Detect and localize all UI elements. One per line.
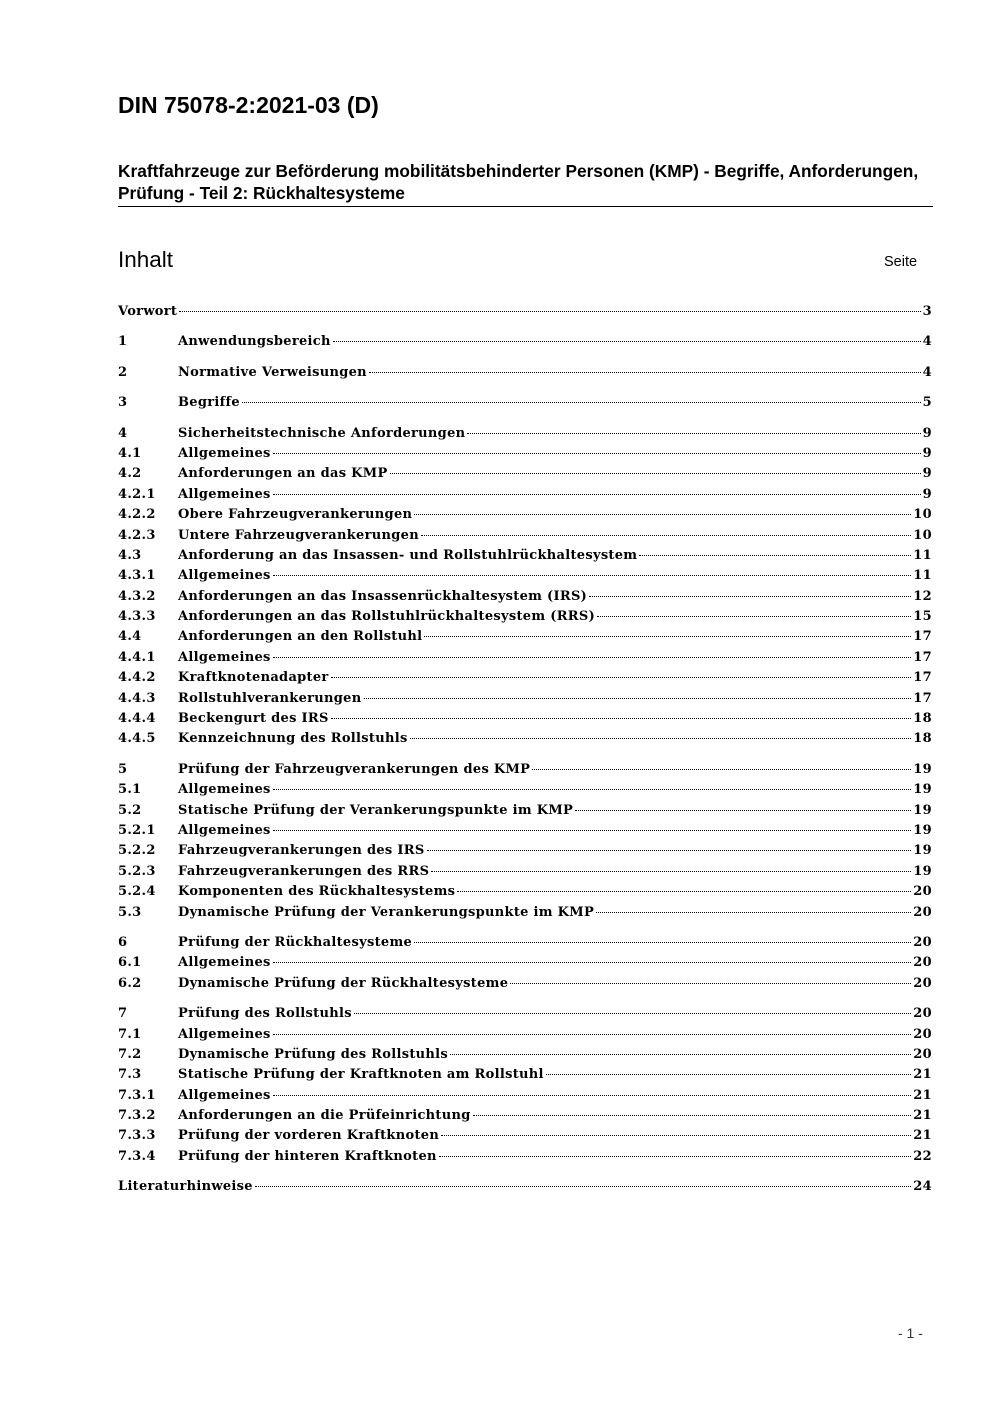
toc-dot-leader (273, 1034, 912, 1035)
document-code: DIN 75078-2:2021-03 (D) (118, 92, 379, 118)
toc-entry-title: Prüfung der Rückhaltesysteme (178, 934, 413, 950)
toc-entry-page: 18 (913, 711, 932, 727)
toc-entry-number: 4.2.1 (118, 486, 156, 502)
toc-entry-page: 19 (913, 822, 932, 838)
toc-entry[interactable] (118, 485, 932, 505)
toc-entry-number: 5.2.1 (118, 822, 156, 838)
toc-dot-leader (589, 596, 911, 597)
toc-entry-page: 11 (913, 568, 932, 584)
toc-entry-title: Allgemeines (178, 1087, 271, 1103)
toc-dot-leader (457, 891, 911, 892)
toc-entry-page: 19 (913, 761, 932, 777)
toc-entry-title: Allgemeines (178, 649, 271, 665)
toc-entry-title: Allgemeines (178, 822, 271, 838)
toc-entry-title: Statische Prüfung der Verankerungspunkte im KMP (178, 802, 574, 818)
toc-entry[interactable] (118, 821, 932, 841)
toc-entry-number: 7.2 (118, 1046, 142, 1062)
toc-dot-leader (546, 1074, 912, 1075)
toc-dot-leader (390, 473, 921, 474)
toc-entry[interactable] (118, 668, 932, 688)
toc-dot-leader (431, 871, 911, 872)
toc-entry[interactable] (118, 903, 932, 923)
toc-entry-title: Normative Verweisungen (178, 364, 367, 380)
toc-entry-title: Komponenten des Rückhaltesystems (178, 884, 456, 900)
toc-entry-page: 21 (913, 1067, 932, 1083)
toc-entry-page: 19 (913, 802, 932, 818)
toc-entry-title: Prüfung der Fahrzeugverankerungen des KMP (178, 761, 531, 777)
toc-dot-leader (450, 1054, 911, 1055)
toc-entry-title: Fahrzeugverankerungen des RRS (178, 863, 430, 879)
toc-entry[interactable] (118, 648, 932, 668)
toc-entry-page: 4 (922, 334, 932, 350)
toc-entry-title: Allgemeines (178, 568, 271, 584)
toc-entry[interactable] (118, 587, 932, 607)
toc-entry[interactable] (118, 1106, 932, 1126)
toc-entry-title: Anforderungen an das Insassenrückhaltesystem (IRS) (178, 588, 588, 604)
toc-entry-number: 6 (118, 934, 128, 950)
toc-entry[interactable] (118, 760, 932, 780)
toc-entry-number: 3 (118, 395, 128, 411)
document-title: Kraftfahrzeuge zur Beförderung mobilitätsbehinderter Personen (KMP) - Begriffe, Anforderungen, Prüfung - Teil 2: Rückhaltesysteme (118, 160, 933, 207)
toc-entry-page: 21 (913, 1087, 932, 1103)
toc-entry-title: Prüfung der vorderen Kraftknoten (178, 1128, 440, 1144)
toc-entry-title: Untere Fahrzeugverankerungen (178, 527, 419, 543)
toc-entry-page: 21 (913, 1128, 932, 1144)
toc-entry-page: 20 (913, 904, 932, 920)
toc-entry-title: Anforderungen an das Rollstuhlrückhaltesystem (RRS) (178, 609, 596, 625)
toc-dot-leader (273, 830, 912, 831)
toc-entry-page: 24 (913, 1179, 932, 1195)
toc-entry-number: 5.2.4 (118, 884, 156, 900)
toc-entry[interactable] (118, 953, 932, 973)
toc-entry[interactable] (118, 801, 932, 821)
toc-dot-leader (439, 1156, 912, 1157)
toc-entry-page: 20 (913, 1026, 932, 1042)
toc-entry-title: Vorwort (118, 304, 178, 319)
toc-entry-page: 17 (913, 629, 932, 645)
toc-dot-leader (354, 1013, 911, 1014)
toc-entry-page: 20 (913, 1046, 932, 1062)
toc-entry-page: 9 (922, 486, 932, 502)
toc-dot-leader (473, 1115, 912, 1116)
toc-dot-leader (273, 657, 912, 658)
toc-entry-title: Dynamische Prüfung der Verankerungspunkte im KMP (178, 904, 595, 920)
page-number: - 1 - (898, 1325, 923, 1341)
toc-entry[interactable] (118, 444, 932, 464)
toc-entry-title: Allgemeines (178, 486, 271, 502)
toc-entry-page: 22 (913, 1148, 932, 1164)
toc-entry-number: 7.3.1 (118, 1087, 156, 1103)
toc-dot-leader (273, 453, 921, 454)
toc-dot-leader (364, 698, 912, 699)
toc-entry-number: 4.3.3 (118, 609, 156, 625)
toc-entry[interactable] (118, 1126, 932, 1146)
toc-dot-leader (421, 535, 911, 536)
toc-entry-title: Prüfung des Rollstuhls (178, 1006, 352, 1022)
toc-entry-page: 20 (913, 955, 932, 971)
toc-entry-number: 4.4.5 (118, 731, 156, 747)
toc-entry-number: 4.4.4 (118, 711, 156, 727)
toc-dot-leader (410, 738, 912, 739)
toc-entry[interactable] (118, 424, 932, 444)
toc-entry-number: 5 (118, 761, 128, 777)
toc-entry-number: 7 (118, 1006, 128, 1022)
toc-entry-number: 4.3.2 (118, 588, 156, 604)
toc-entry-page: 19 (913, 863, 932, 879)
toc-dot-leader (575, 810, 911, 811)
toc-entry-title: Anforderung an das Insassen- und Rollstuhlrückhaltesystem (178, 547, 638, 563)
toc-entry-title: Sicherheitstechnische Anforderungen (178, 425, 466, 441)
toc-entry-title: Anforderungen an die Prüfeinrichtung (178, 1108, 471, 1124)
toc-entry-number: 7.3.2 (118, 1108, 156, 1124)
toc-entry-page: 17 (913, 649, 932, 665)
toc-entry[interactable] (118, 505, 932, 525)
toc-dot-leader (273, 962, 912, 963)
toc-entry[interactable] (118, 546, 932, 566)
toc-entry[interactable] (118, 841, 932, 861)
toc-entry[interactable] (118, 302, 932, 322)
toc-entry[interactable] (118, 862, 932, 882)
toc-entry-number: 4.3.1 (118, 568, 156, 584)
toc-dot-leader (333, 341, 921, 342)
toc-entry-page: 9 (922, 466, 932, 482)
toc-entry-title: Prüfung der hinteren Kraftknoten (178, 1148, 437, 1164)
toc-entry-number: 4.2.3 (118, 527, 156, 543)
toc-entry[interactable] (118, 1177, 932, 1197)
toc-dot-leader (273, 494, 921, 495)
toc-entry-number: 4.4.1 (118, 649, 156, 665)
toc-dot-leader (331, 677, 912, 678)
toc-entry-page: 9 (922, 445, 932, 461)
toc-entry-number: 4.2 (118, 466, 142, 482)
toc-entry-number: 5.2 (118, 802, 142, 818)
toc-entry[interactable] (118, 1004, 932, 1024)
toc-entry-number: 1 (118, 334, 128, 350)
toc-entry-title: Dynamische Prüfung des Rollstuhls (178, 1046, 449, 1062)
toc-entry-page: 20 (913, 934, 932, 950)
toc-entry-title: Kennzeichnung des Rollstuhls (178, 731, 408, 747)
toc-dot-leader (273, 1095, 912, 1096)
toc-page-column-label: Seite (884, 254, 918, 270)
toc-entry[interactable] (118, 464, 932, 484)
toc-dot-leader (532, 769, 911, 770)
table-of-contents (118, 302, 932, 1198)
toc-entry-title: Statische Prüfung der Kraftknoten am Rollstuhl (178, 1067, 544, 1083)
toc-entry[interactable] (118, 1086, 932, 1106)
toc-entry-number: 4.4 (118, 629, 142, 645)
toc-dot-leader (441, 1135, 911, 1136)
toc-entry-page: 21 (913, 1108, 932, 1124)
toc-entry-title: Begriffe (178, 395, 240, 411)
toc-entry-page: 9 (922, 425, 932, 441)
toc-entry-title: Kraftknotenadapter (178, 670, 329, 686)
toc-dot-leader (179, 311, 920, 312)
toc-entry-number: 4.1 (118, 445, 142, 461)
toc-entry-page: 4 (922, 364, 932, 380)
toc-entry-number: 2 (118, 364, 128, 380)
toc-dot-leader (369, 372, 921, 373)
toc-entry-title: Rollstuhlverankerungen (178, 690, 362, 706)
toc-entry-page: 19 (913, 782, 932, 798)
toc-entry-number: 7.3.3 (118, 1128, 156, 1144)
toc-entry-page: 18 (913, 731, 932, 747)
toc-dot-leader (467, 433, 920, 434)
toc-entry-page: 20 (913, 975, 932, 991)
toc-dot-leader (510, 983, 911, 984)
toc-entry[interactable] (118, 689, 932, 709)
toc-entry[interactable] (118, 393, 932, 413)
toc-entry[interactable] (118, 882, 932, 902)
toc-entry-title: Allgemeines (178, 445, 271, 461)
toc-dot-leader (597, 616, 911, 617)
toc-dot-leader (427, 850, 912, 851)
toc-dot-leader (639, 555, 911, 556)
toc-dot-leader (331, 718, 912, 719)
toc-entry-number: 7.1 (118, 1026, 142, 1042)
toc-entry-number: 4.4.3 (118, 690, 156, 706)
toc-entry-page: 12 (913, 588, 932, 604)
toc-entry[interactable] (118, 780, 932, 800)
toc-dot-leader (255, 1186, 911, 1187)
toc-entry-number: 7.3.4 (118, 1148, 156, 1164)
toc-entry-number: 5.2.2 (118, 843, 156, 859)
toc-entry-page: 19 (913, 843, 932, 859)
toc-entry-title: Obere Fahrzeugverankerungen (178, 507, 413, 523)
toc-entry-number: 5.1 (118, 782, 142, 798)
toc-dot-leader (273, 789, 912, 790)
toc-entry-number: 4.3 (118, 547, 142, 563)
toc-entry-title: Beckengurt des IRS (178, 711, 329, 727)
toc-entry-title: Allgemeines (178, 955, 271, 971)
toc-entry-number: 6.1 (118, 955, 142, 971)
toc-entry-title: Literaturhinweise (118, 1179, 253, 1195)
toc-entry-page: 20 (913, 1006, 932, 1022)
toc-entry-number: 4 (118, 425, 128, 441)
toc-dot-leader (424, 636, 911, 637)
toc-heading: Inhalt (118, 247, 174, 272)
toc-entry[interactable] (118, 729, 932, 749)
toc-entry-title: Anforderungen an den Rollstuhl (178, 629, 423, 645)
toc-entry-number: 7.3 (118, 1067, 142, 1083)
toc-entry-page: 11 (913, 547, 932, 563)
toc-entry[interactable] (118, 363, 932, 383)
toc-entry-title: Fahrzeugverankerungen des IRS (178, 843, 425, 859)
toc-entry[interactable] (118, 1045, 932, 1065)
toc-entry[interactable] (118, 526, 932, 546)
toc-entry-number: 5.3 (118, 904, 142, 920)
toc-entry-page: 17 (913, 670, 932, 686)
toc-entry-page: 3 (922, 304, 932, 319)
toc-entry-page: 5 (922, 395, 932, 411)
toc-entry-number: 4.4.2 (118, 670, 156, 686)
toc-dot-leader (596, 912, 911, 913)
toc-entry[interactable] (118, 1025, 932, 1045)
toc-entry-title: Allgemeines (178, 1026, 271, 1042)
toc-entry[interactable] (118, 709, 932, 729)
toc-entry-title: Anforderungen an das KMP (178, 466, 388, 482)
toc-entry-number: 4.2.2 (118, 507, 156, 523)
toc-entry-page: 15 (913, 609, 932, 625)
toc-entry-number: 6.2 (118, 975, 142, 991)
toc-dot-leader (414, 514, 911, 515)
toc-entry[interactable] (118, 566, 932, 586)
toc-entry[interactable] (118, 607, 932, 627)
toc-entry-page: 20 (913, 884, 932, 900)
toc-dot-leader (414, 942, 911, 943)
toc-entry-page: 17 (913, 690, 932, 706)
toc-entry[interactable] (118, 974, 932, 994)
toc-entry-page: 10 (913, 527, 932, 543)
toc-dot-leader (273, 575, 912, 576)
toc-entry[interactable] (118, 933, 932, 953)
toc-entry[interactable] (118, 1147, 932, 1167)
toc-entry[interactable] (118, 627, 932, 647)
toc-entry-page: 10 (913, 507, 932, 523)
toc-entry[interactable] (118, 1065, 932, 1085)
toc-entry-number: 5.2.3 (118, 863, 156, 879)
toc-dot-leader (242, 402, 921, 403)
toc-entry-title: Dynamische Prüfung der Rückhaltesysteme (178, 975, 509, 991)
toc-entry-title: Allgemeines (178, 782, 271, 798)
toc-entry[interactable] (118, 332, 932, 352)
toc-entry-title: Anwendungsbereich (178, 334, 331, 350)
